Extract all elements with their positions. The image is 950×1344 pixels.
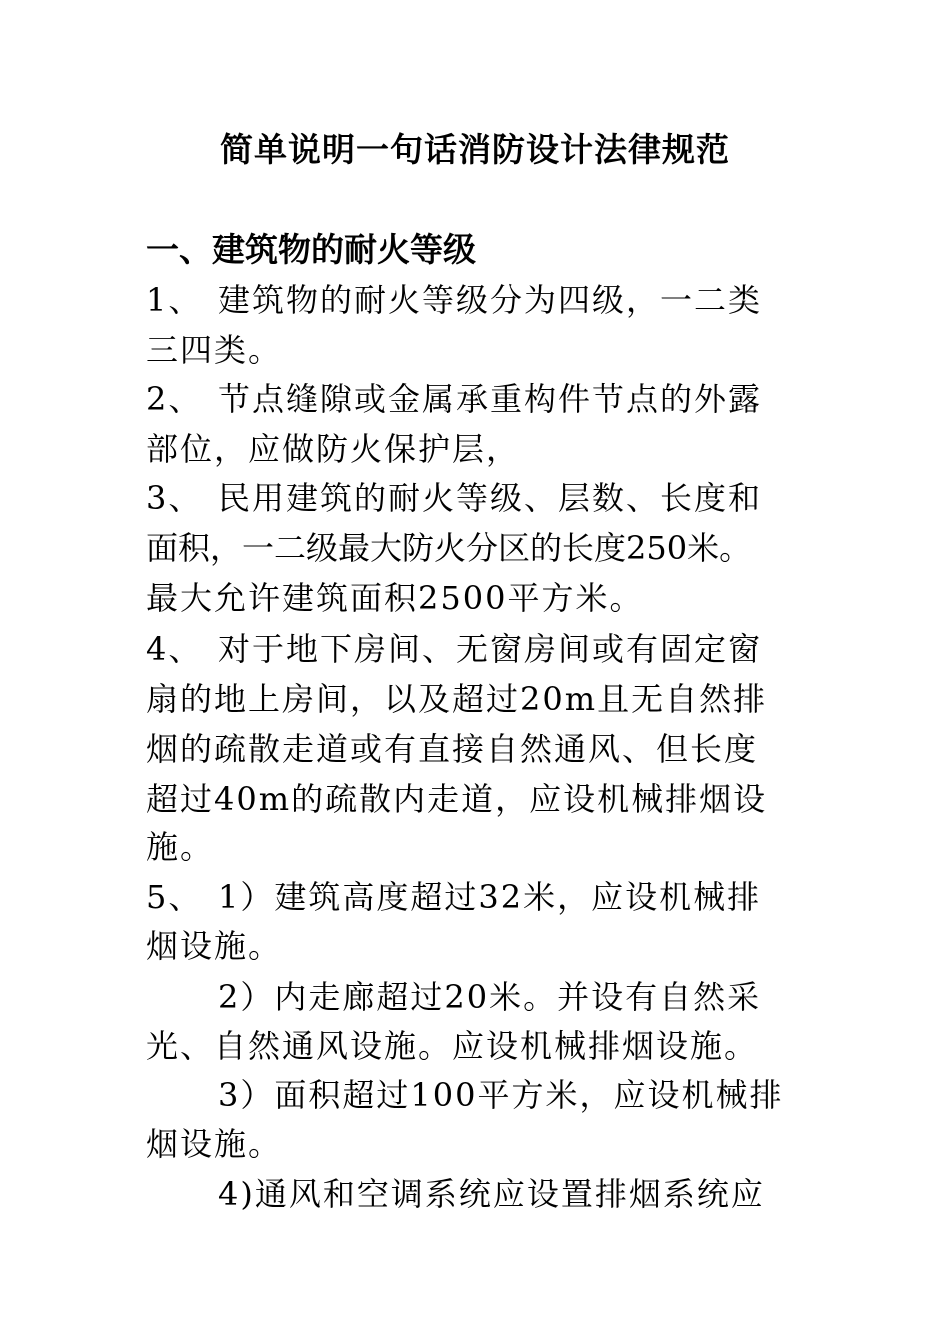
item-number: 5、 — [146, 878, 203, 916]
paragraph-line: 三四类。 — [146, 331, 283, 369]
paragraph-line: 民用建筑的耐火等级、层数、长度和 — [218, 479, 763, 517]
paragraph-line: 2）内走廊超过20米。并设有自然采 — [218, 978, 762, 1016]
paragraph-line: 最大允许建筑面积2500平方米。 — [146, 579, 644, 617]
paragraph-line: 超过40m的疏散内走道，应设机械排烟设 — [146, 780, 768, 818]
paragraph-line: 光、自然通风设施。应设机械排烟设施。 — [146, 1027, 759, 1065]
list-item-4 — [146, 625, 762, 673]
item-number: 1、 — [146, 281, 203, 319]
paragraph-line: 扇的地上房间，以及超过20m且无自然排 — [146, 680, 768, 718]
list-item-3 — [146, 474, 762, 522]
paragraph-line: 3）面积超过100平方米，应设机械排 — [218, 1076, 784, 1114]
paragraph-line: 节点缝隙或金属承重构件节点的外露 — [218, 380, 763, 418]
section-heading: 一、建筑物的耐火等级 — [146, 230, 476, 269]
list-item-1 — [146, 276, 762, 324]
paragraph-line: 1）建筑高度超过32米，应设机械排 — [218, 878, 762, 916]
item-number: 2、 — [146, 380, 203, 418]
paragraph-line: 4)通风和空调系统应设置排烟系统应 — [218, 1175, 765, 1213]
paragraph-line: 烟设施。 — [146, 1125, 283, 1163]
list-item-2 — [146, 375, 762, 423]
list-item-5 — [146, 873, 761, 921]
paragraph-line: 对于地下房间、无窗房间或有固定窗 — [218, 630, 763, 668]
document-title: 简单说明一句话消防设计法律规范 — [220, 130, 730, 169]
paragraph-line: 部位，应做防火保护层， — [146, 430, 521, 468]
paragraph-line: 烟设施。 — [146, 927, 283, 965]
paragraph-line: 施。 — [146, 828, 215, 866]
item-number: 3、 — [146, 479, 203, 517]
paragraph-line: 面积，一二级最大防火分区的长度250米。 — [146, 529, 752, 567]
paragraph-line: 烟的疏散走道或有直接自然通风、但长度 — [146, 730, 759, 768]
paragraph-line: 建筑物的耐火等级分为四级，一二类 — [218, 281, 763, 319]
item-number: 4、 — [146, 630, 203, 668]
